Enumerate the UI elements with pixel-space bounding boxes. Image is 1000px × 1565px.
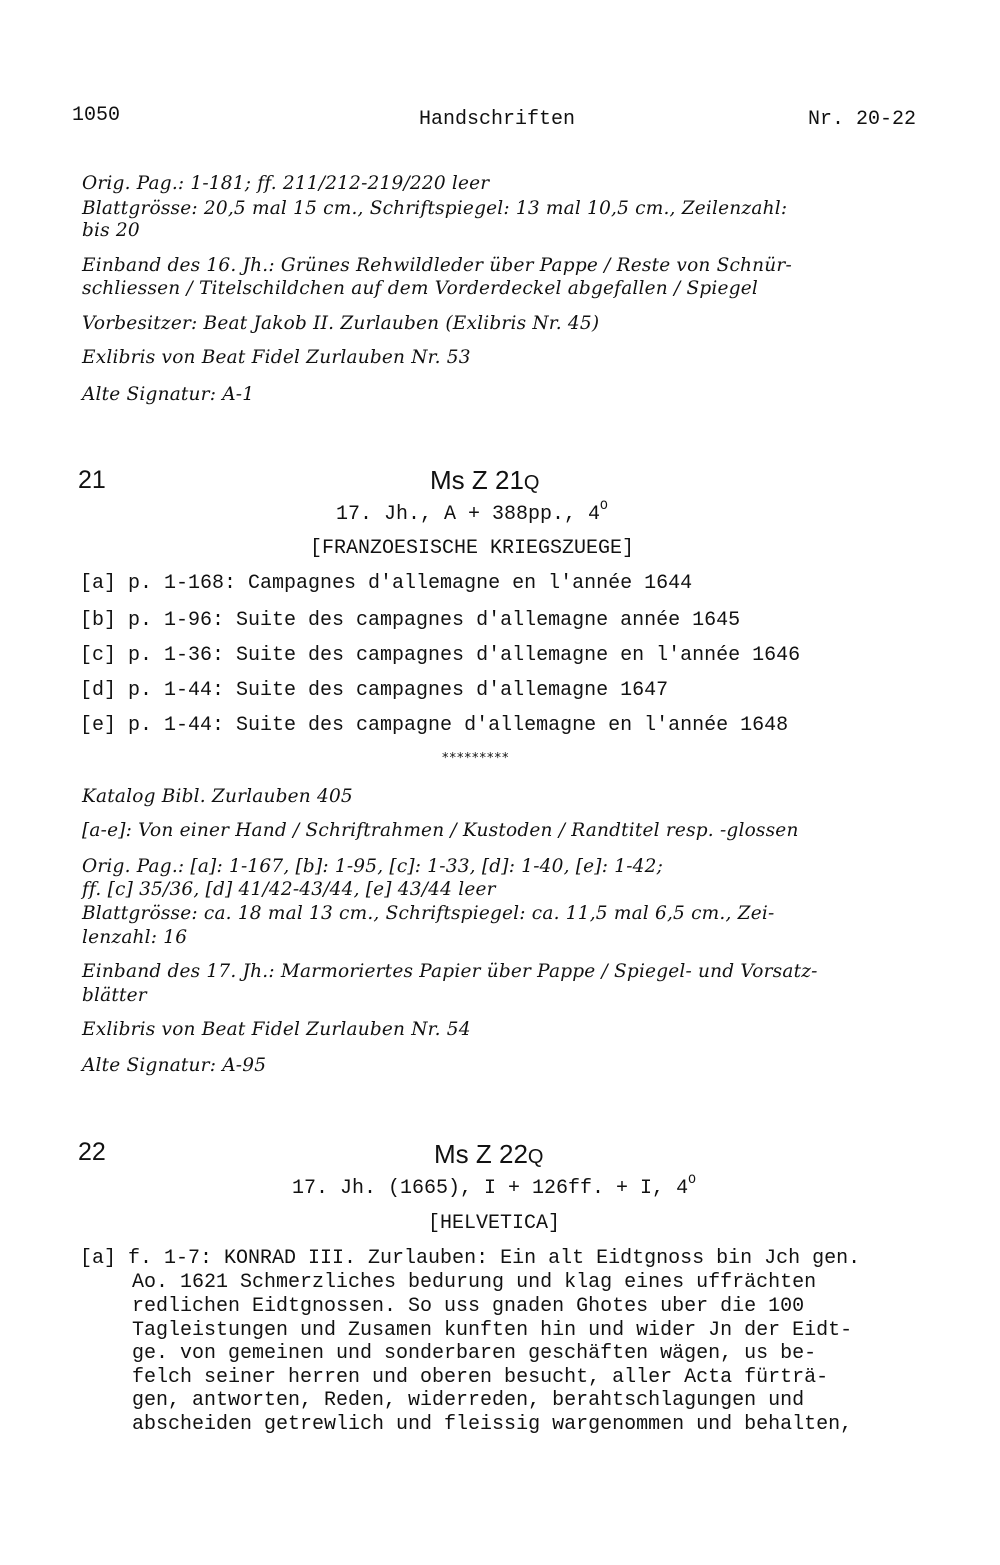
pagination-line-2: ff. [c] 35/36, [d] 41/42-43/44, [e] 43/44 leer [82, 879, 496, 900]
shelfmark: Ms Z 22Q [434, 1139, 544, 1169]
text-line: ge. von gemeinen und sonderbaren geschäften wägen, us be- [132, 1342, 817, 1365]
entry-number: 21 [78, 466, 106, 494]
content-item-b: [b] p. 1-96: Suite des campagnes d'allemagne année 1645 [80, 609, 741, 632]
text-line: Tagleistungen und Zusamen kunften hin und wider Jn der Eidt- [132, 1319, 853, 1342]
shelfmark: Ms Z 21Q [430, 465, 540, 495]
binding-line-2: schliessen / Titelschildchen auf dem Vorderdeckel abgefallen / Spiegel [82, 278, 759, 299]
hand-description: [a-e]: Von einer Hand / Schriftrahmen / Kustoden / Randtitel resp. -glossen [82, 820, 799, 841]
catalog-reference: Katalog Bibl. Zurlauben 405 [82, 786, 353, 807]
date-extent-line: 17. Jh. (1665), I + 126ff. + I, $4^O$ [292, 1172, 696, 1200]
content-item-c: [c] p. 1-36: Suite des campagnes d'allemagne en l'année 1646 [80, 644, 801, 667]
running-title: Handschriften [419, 108, 576, 131]
dimensions-line-2: lenzahl: 16 [82, 927, 188, 948]
subject-heading: [HELVETICA] [428, 1212, 561, 1235]
page-number: 1050 [72, 104, 121, 127]
content-item-a: [a] f. 1-7: KONRAD III. Zurlauben: Ein alt Eidtgnoss bin Jch gen. [80, 1247, 861, 1270]
old-signature: Alte Signatur: A-1 [82, 384, 255, 405]
separator-asterisks: ********* [442, 751, 510, 766]
text-line: Ao. 1621 Schmerzliches bedurung und klag eines uffrächten [132, 1271, 817, 1294]
exlibris: Exlibris von Beat Fidel Zurlauben Nr. 53 [82, 347, 471, 368]
exlibris: Exlibris von Beat Fidel Zurlauben Nr. 54 [82, 1019, 471, 1040]
content-item-d: [d] p. 1-44: Suite des campagnes d'allemagne 1647 [80, 679, 669, 702]
binding-line-2: blätter [82, 985, 147, 1006]
previous-owner: Vorbesitzer: Beat Jakob II. Zurlauben (Exlibris Nr. 45) [82, 313, 600, 334]
dimensions-line-1: Blattgrösse: ca. 18 mal 13 cm., Schriftspiegel: ca. 11,5 mal 6,5 cm., Zei- [82, 903, 775, 924]
old-signature: Alte Signatur: A-95 [82, 1055, 267, 1076]
content-item-e: [e] p. 1-44: Suite des campagne d'allemagne en l'année 1648 [80, 714, 789, 737]
text-line: felch seiner herren und oberen besucht, aller Acta fürträ- [132, 1366, 829, 1389]
binding-line-1: Einband des 16. Jh.: Grünes Rehwildleder über Pappe / Reste von Schnür- [82, 255, 792, 276]
text-line: redlichen Eidtgnossen. So uss gnaden Ghotes uber die 100 [132, 1295, 805, 1318]
binding-line-1: Einband des 17. Jh.: Marmoriertes Papier über Pappe / Spiegel- und Vorsatz- [82, 961, 818, 982]
dimensions-line-2: bis 20 [82, 220, 140, 241]
pagination-line: Orig. Pag.: 1-181; ff. 211/212-219/220 leer [82, 173, 490, 194]
date-extent-line: 17. Jh., A + 388pp., $4^O$ [336, 498, 608, 526]
subject-heading: [FRANZOESISCHE KRIEGSZUEGE] [310, 537, 635, 560]
entry-number: 22 [78, 1138, 106, 1166]
dimensions-line-1: Blattgrösse: 20,5 mal 15 cm., Schriftspiegel: 13 mal 10,5 cm., Zeilenzahl: [82, 198, 788, 219]
text-line: gen, antworten, Reden, widerreden, berahtschlagungen und [132, 1389, 805, 1412]
text-line: abscheiden getrewlich und fleissig wargenommen und behalten, [132, 1413, 853, 1436]
running-range: Nr. 20-22 [808, 108, 917, 131]
pagination-line-1: Orig. Pag.: [a]: 1-167, [b]: 1-95, [c]: 1-33, [d]: 1-40, [e]: 1-42; [82, 856, 664, 877]
content-item-a: [a] p. 1-168: Campagnes d'allemagne en l'année 1644 [80, 572, 693, 595]
